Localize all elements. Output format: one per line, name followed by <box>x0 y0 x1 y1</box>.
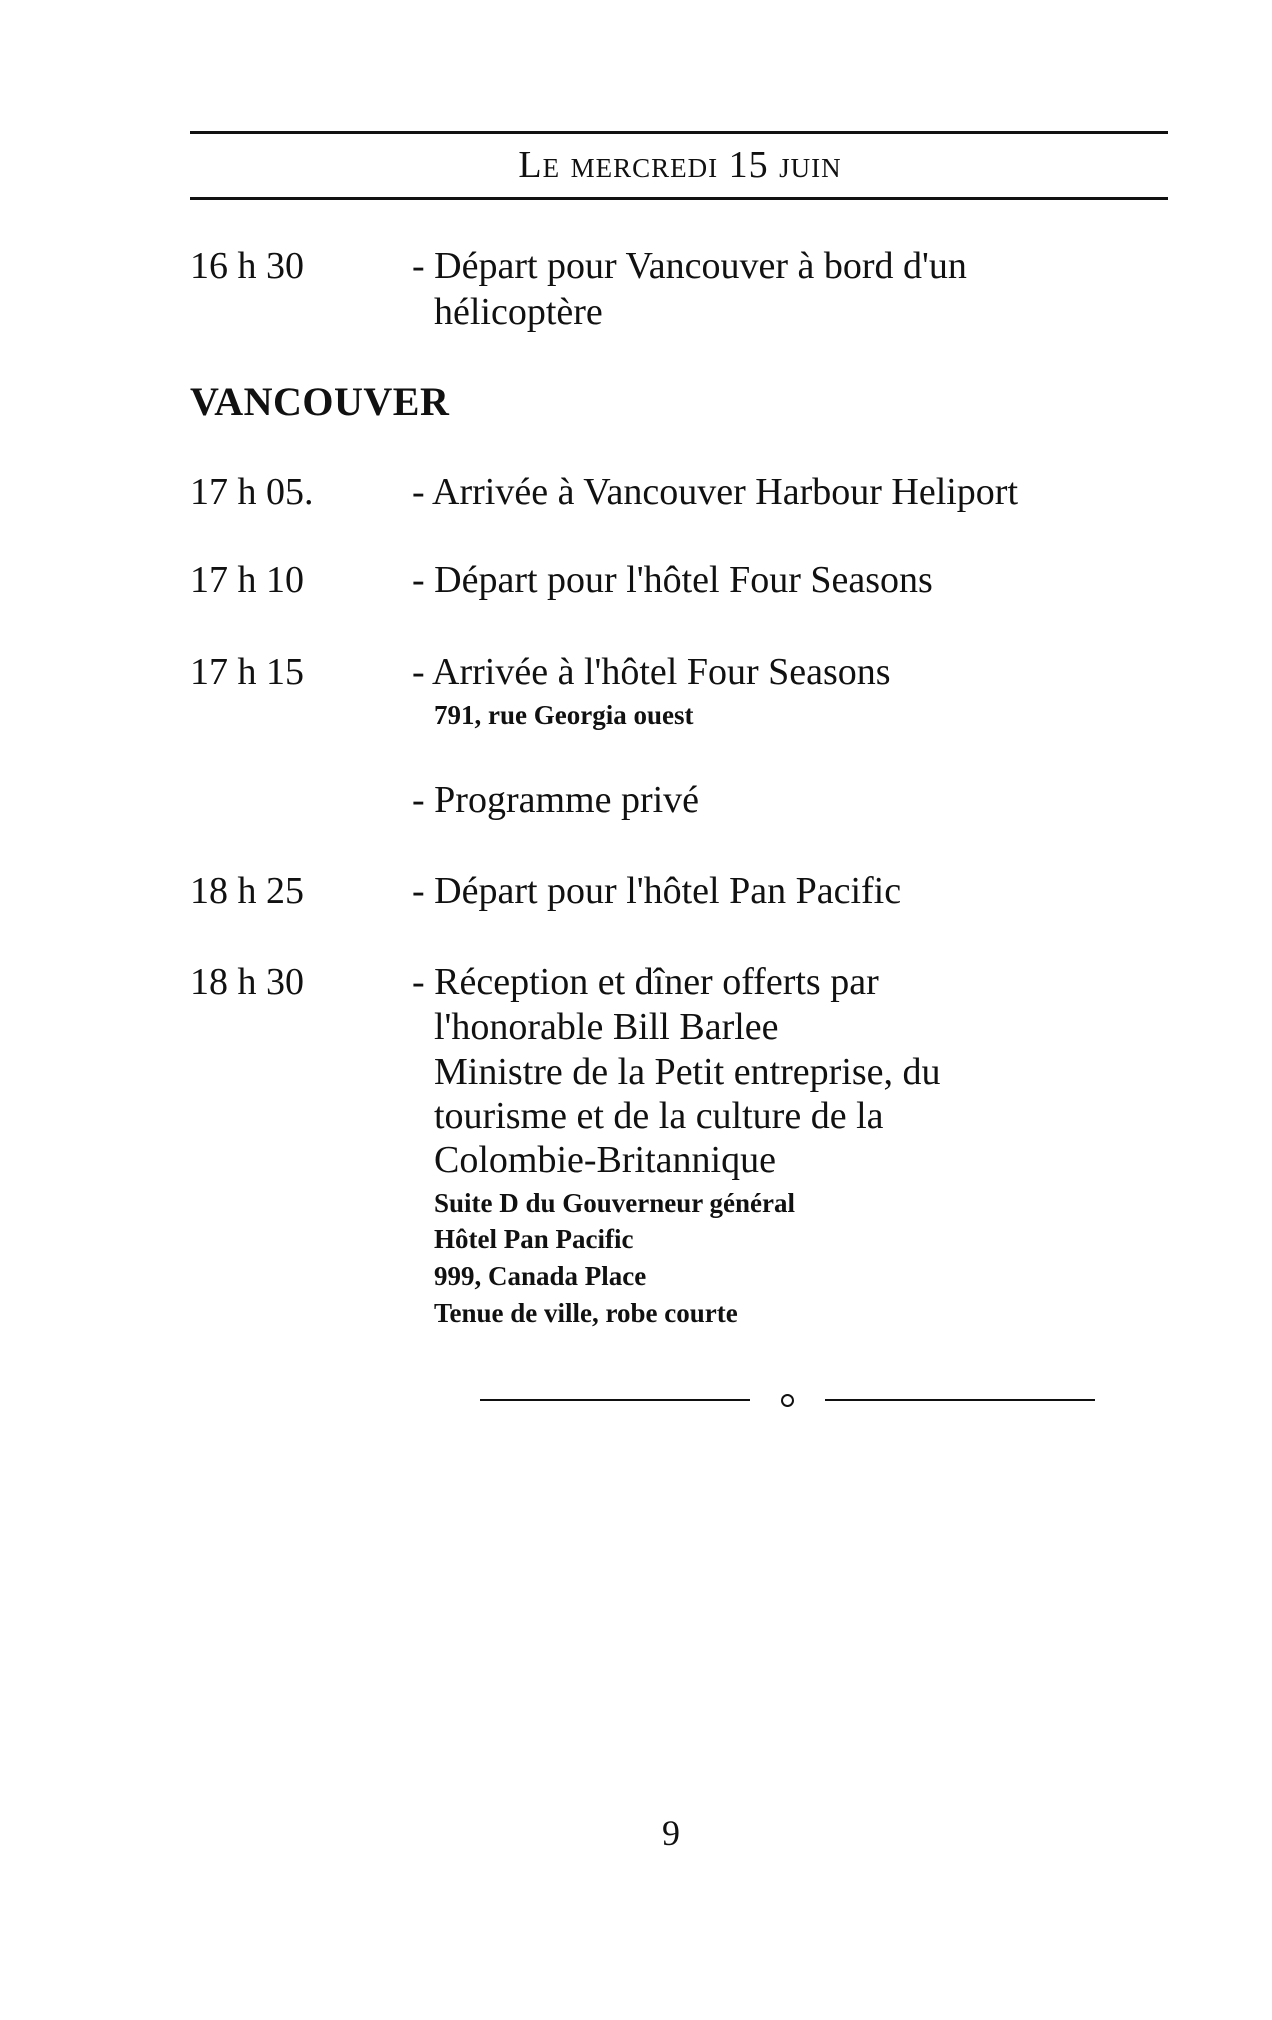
entry-description: - Départ pour Vancouver à bord d'un <box>412 245 967 287</box>
entry-description: - Arrivée à l'hôtel Four Seasons <box>412 651 891 693</box>
section-title: VANCOUVER <box>190 379 450 424</box>
entry-time: 18 h 30 <box>190 961 304 1003</box>
entry-description: - Départ pour l'hôtel Pan Pacific <box>412 870 902 912</box>
header-top-rule <box>190 131 1168 134</box>
entry-time: 16 h 30 <box>190 245 304 287</box>
entry-description-line: l'honorable Bill Barlee <box>434 1006 779 1048</box>
header-bottom-rule <box>190 197 1168 200</box>
entry-description: - Programme privé <box>412 779 700 821</box>
entry-description-line: hélicoptère <box>434 291 603 333</box>
entry-dress-code: Tenue de ville, robe courte <box>434 1298 738 1328</box>
ornament-divider <box>480 1391 1100 1411</box>
entry-time: 17 h 15 <box>190 651 304 693</box>
entry-address: 791, rue Georgia ouest <box>434 700 694 730</box>
entry-time: 17 h 05. <box>190 471 314 513</box>
page-number: 9 <box>662 1813 680 1853</box>
entry-description: - Arrivée à Vancouver Harbour Heliport <box>412 471 1019 513</box>
entry-address: 999, Canada Place <box>434 1261 647 1291</box>
ornament-line-left <box>480 1399 750 1401</box>
entry-description-line: tourisme et de la culture de la <box>434 1095 884 1137</box>
entry-time: 18 h 25 <box>190 870 304 912</box>
entry-time: 17 h 10 <box>190 559 304 601</box>
entry-venue: Hôtel Pan Pacific <box>434 1224 634 1254</box>
ornament-circle-icon <box>781 1394 794 1407</box>
entry-venue: Suite D du Gouverneur général <box>434 1188 796 1218</box>
entry-description: - Réception et dîner offerts par <box>412 961 879 1003</box>
entry-description-line: Colombie-Britannique <box>434 1139 776 1181</box>
page-title: Le mercredi 15 juin <box>518 144 842 186</box>
entry-description-line: Ministre de la Petit entreprise, du <box>434 1051 941 1093</box>
entry-description: - Départ pour l'hôtel Four Seasons <box>412 559 933 601</box>
ornament-line-right <box>825 1399 1095 1401</box>
